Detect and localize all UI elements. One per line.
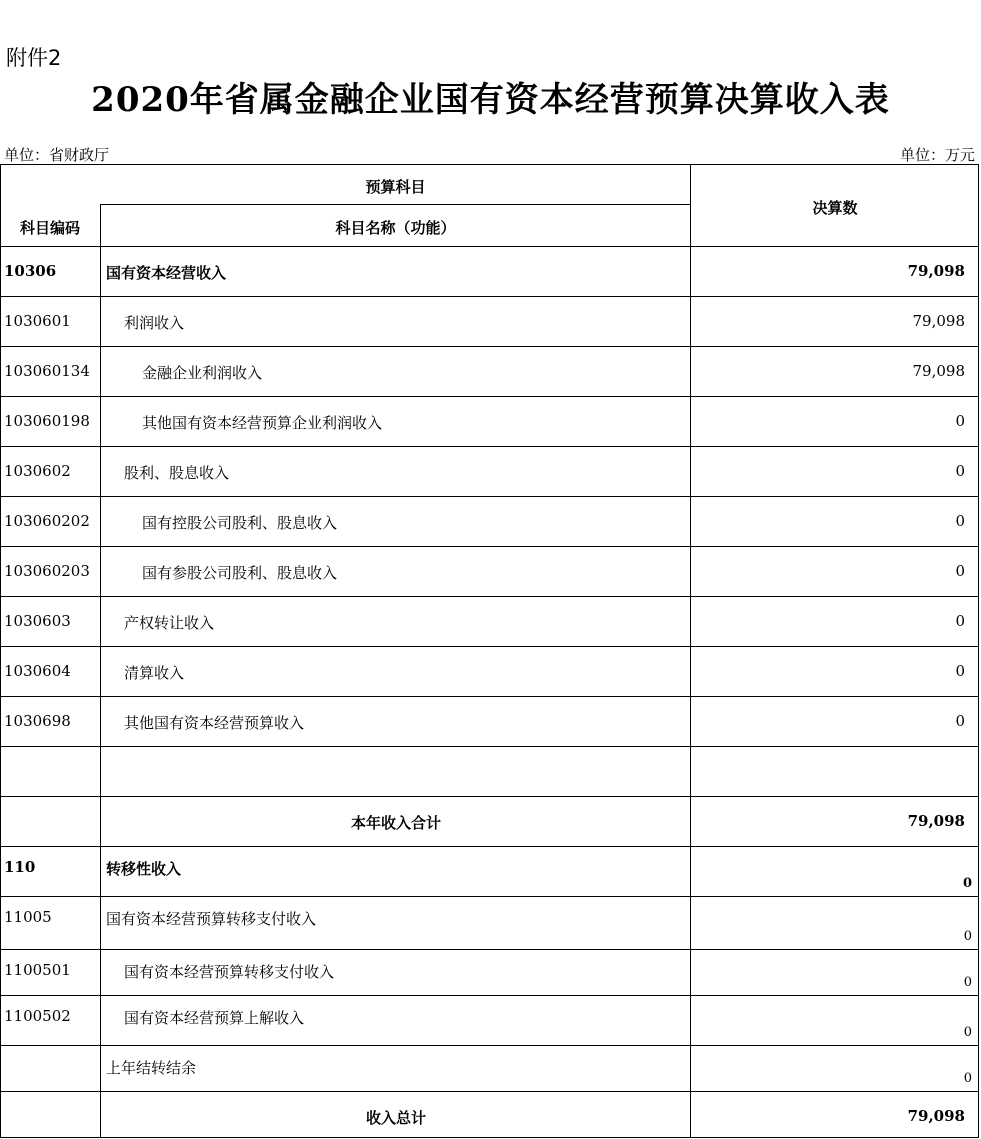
row-name: 清算收入 xyxy=(124,664,185,682)
row-amount: 0 xyxy=(962,876,972,891)
row-code: 1100501 xyxy=(4,961,71,979)
header-amount: 决算数 xyxy=(812,199,858,217)
row-name: 国有参股公司股利、股息收入 xyxy=(142,564,338,582)
row-code: 110 xyxy=(4,858,36,876)
row-code: 103060134 xyxy=(4,362,90,380)
row-name: 股利、股息收入 xyxy=(124,464,230,482)
row-code: 11005 xyxy=(4,908,52,926)
table-rule-horizontal xyxy=(0,746,979,747)
table-rule-horizontal xyxy=(0,346,979,347)
row-code: 103060198 xyxy=(4,412,90,430)
row-amount: 0 xyxy=(955,662,965,680)
row-name: 转移性收入 xyxy=(106,860,182,878)
header-budget-subject: 预算科目 xyxy=(365,178,426,196)
row-amount: 0 xyxy=(955,612,965,630)
row-amount: 79,098 xyxy=(907,812,965,830)
header-code: 科目编码 xyxy=(19,219,80,237)
row-amount: 0 xyxy=(963,929,972,944)
table-rule-vertical xyxy=(0,164,1,1138)
row-name: 本年收入合计 xyxy=(350,814,441,832)
row-name: 国有资本经营预算上解收入 xyxy=(124,1009,305,1027)
row-name: 收入总计 xyxy=(365,1109,426,1127)
table-rule-horizontal xyxy=(0,1137,979,1138)
row-name: 国有资本经营预算转移支付收入 xyxy=(106,910,317,928)
table-rule-horizontal xyxy=(0,496,979,497)
table-rule-horizontal xyxy=(0,646,979,647)
row-code: 1030603 xyxy=(4,612,71,630)
row-amount: 0 xyxy=(963,1071,972,1086)
table-rule-horizontal xyxy=(0,446,979,447)
row-amount: 79,098 xyxy=(912,362,965,380)
row-amount: 79,098 xyxy=(907,262,965,280)
row-code: 1100502 xyxy=(4,1007,71,1025)
table-rule-vertical xyxy=(100,204,101,1138)
row-code: 1030601 xyxy=(4,312,71,330)
row-amount: 79,098 xyxy=(907,1107,965,1125)
table-rule-horizontal xyxy=(0,1045,979,1046)
unit-org: 单位：省财政厅 xyxy=(4,146,110,164)
table-rule-horizontal xyxy=(0,164,979,165)
row-name: 上年结转结余 xyxy=(106,1059,197,1077)
table-rule-horizontal xyxy=(0,296,979,297)
table-rule-horizontal xyxy=(0,949,979,950)
table-rule-horizontal xyxy=(0,1091,979,1092)
table-rule-horizontal xyxy=(0,896,979,897)
row-amount: 0 xyxy=(955,562,965,580)
row-name: 国有资本经营收入 xyxy=(106,264,227,282)
row-amount: 0 xyxy=(955,462,965,480)
row-code: 103060202 xyxy=(4,512,90,530)
row-name: 国有资本经营预算转移支付收入 xyxy=(124,963,335,981)
row-code: 1030602 xyxy=(4,462,71,480)
table-rule-horizontal xyxy=(0,396,979,397)
row-amount: 0 xyxy=(963,975,972,990)
table-rule-horizontal xyxy=(0,246,979,247)
row-code: 1030604 xyxy=(4,662,71,680)
row-code: 10306 xyxy=(4,262,57,280)
row-name: 国有控股公司股利、股息收入 xyxy=(142,514,338,532)
row-amount: 0 xyxy=(955,412,965,430)
table-rule-vertical xyxy=(690,164,691,1138)
table-rule-horizontal xyxy=(0,596,979,597)
row-name: 产权转让收入 xyxy=(124,614,215,632)
unit-currency: 单位：万元 xyxy=(899,146,975,164)
row-name: 利润收入 xyxy=(124,314,185,332)
row-code: 103060203 xyxy=(4,562,90,580)
row-amount: 0 xyxy=(963,1025,972,1040)
table-rule-vertical xyxy=(978,164,979,1138)
table-rule-horizontal xyxy=(0,696,979,697)
table-rule-horizontal xyxy=(0,546,979,547)
row-amount: 79,098 xyxy=(912,312,965,330)
row-name: 其他国有资本经营预算企业利润收入 xyxy=(142,414,383,432)
row-amount: 0 xyxy=(955,712,965,730)
row-code: 1030698 xyxy=(4,712,71,730)
header-name: 科目名称（功能） xyxy=(335,219,456,237)
row-name: 其他国有资本经营预算收入 xyxy=(124,714,305,732)
table-rule-horizontal xyxy=(101,204,691,205)
attachment-label: 附件2 xyxy=(6,46,62,70)
table-rule-horizontal xyxy=(0,846,979,847)
page-title: 2020年省属金融企业国有资本经营预算决算收入表 xyxy=(91,80,890,120)
table-rule-horizontal xyxy=(0,796,979,797)
row-name: 金融企业利润收入 xyxy=(142,364,263,382)
row-amount: 0 xyxy=(955,512,965,530)
table-rule-horizontal xyxy=(0,995,979,996)
